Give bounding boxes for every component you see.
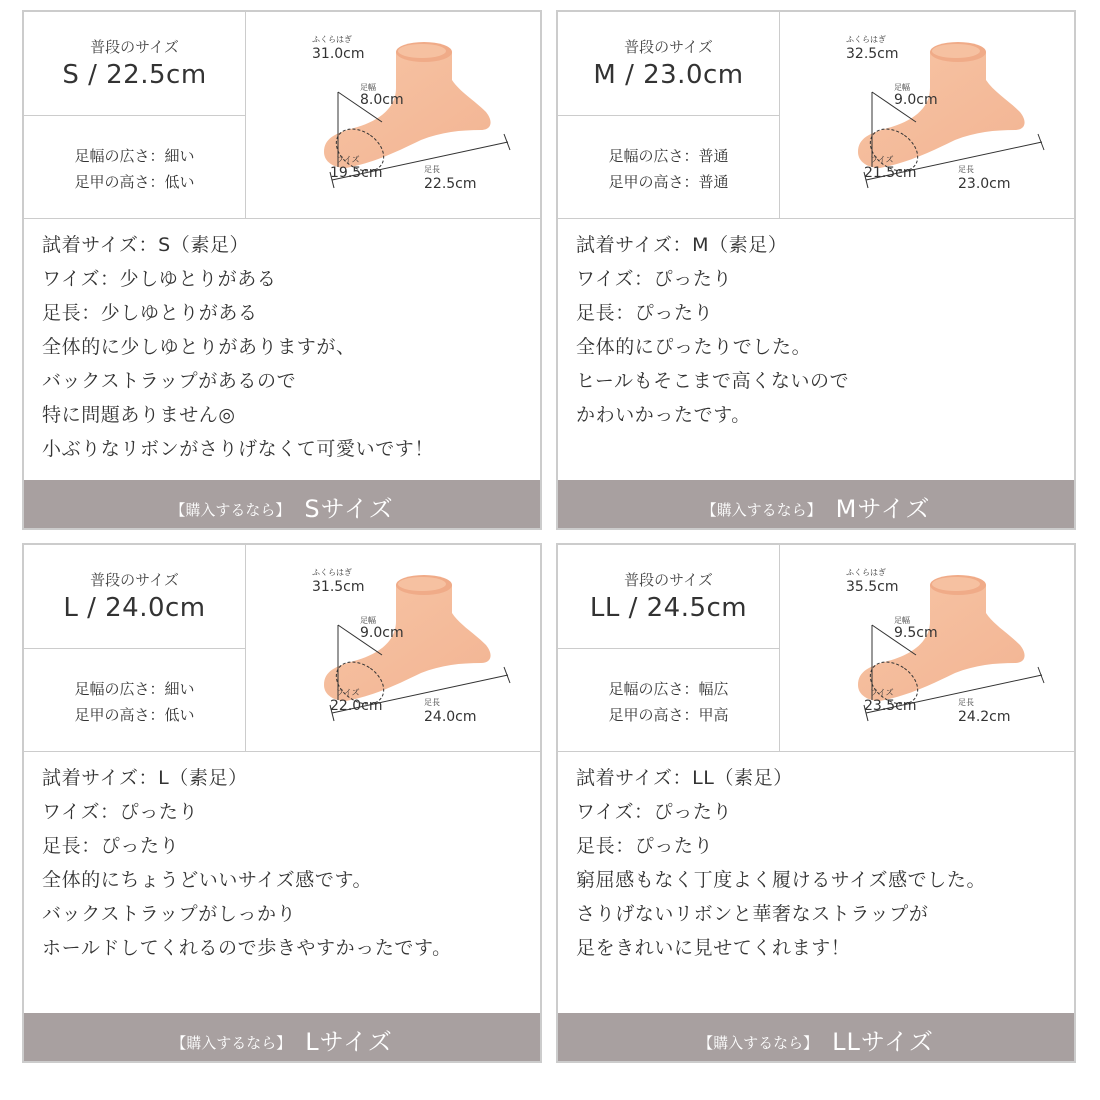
purchase-recommendation-banner: [558, 1013, 1074, 1061]
foot-measurement-diagram: [780, 545, 1074, 751]
review-line: 足をきれいに見せてくれます！: [576, 937, 851, 959]
foot-shape-info: [24, 648, 245, 751]
review-line: 特に問題ありません◎: [42, 404, 236, 426]
review-line: ヒールもそこまで高くないので: [576, 370, 850, 392]
length-label: 足長: [958, 165, 974, 174]
foot-measurement-diagram: [780, 12, 1074, 218]
instep-height-text: 足甲の高さ：低い: [74, 706, 195, 724]
size-review-card: [22, 543, 542, 1063]
foot-diagram-icon: [246, 545, 540, 751]
review-line: 全体的に少しゆとりがありますが、: [42, 336, 356, 358]
foot-measurement-diagram: [246, 12, 540, 218]
calf-value: 35.5cm: [846, 579, 899, 595]
recommended-size: LLサイズ: [832, 1028, 934, 1056]
purchase-recommendation-banner: [24, 480, 540, 528]
review-line: かわいかったです。: [576, 404, 751, 426]
usual-size-box: [24, 545, 245, 649]
review-line: 試着サイズ：M（素足）: [576, 234, 788, 256]
size-review-card: [556, 10, 1076, 530]
review-line: 窮屈感もなく丁度よく履けるサイズ感でした。: [576, 869, 987, 891]
length-value: 24.2cm: [958, 709, 1011, 725]
review-line: ワイズ：ぴったり: [42, 801, 199, 823]
review-line: バックストラップがしっかり: [42, 903, 297, 925]
foot-shape-info: [24, 115, 245, 218]
usual-size-value: S / 22.5cm: [62, 60, 207, 90]
width-value: 21.5cm: [864, 165, 917, 181]
review-line: 試着サイズ：L（素足）: [42, 767, 248, 789]
length-value: 22.5cm: [424, 176, 477, 192]
size-summary: [558, 545, 1074, 752]
review-line: ワイズ：ぴったり: [576, 801, 733, 823]
size-column: [558, 545, 780, 751]
foot-width-text: 足幅の広さ：細い: [74, 147, 195, 165]
purchase-label: 【購入するなら】: [698, 1034, 819, 1052]
purchase-label: 【購入するなら】: [170, 501, 291, 519]
recommended-size: Sサイズ: [304, 495, 394, 523]
review-line: 小ぶりなリボンがさりげなくて可愛いです！: [42, 438, 435, 460]
fitting-review: [576, 761, 1066, 965]
fitting-review: [42, 228, 532, 466]
instep-height-text: 足甲の高さ：低い: [74, 173, 195, 191]
instep-label: 足幅: [894, 616, 910, 625]
review-line: バックストラップがあるので: [42, 370, 297, 392]
instep-value: 9.0cm: [894, 92, 938, 108]
review-line: 試着サイズ：S（素足）: [42, 234, 250, 256]
foot-width-text: 足幅の広さ：普通: [608, 147, 729, 165]
usual-size-label: 普段のサイズ: [90, 571, 179, 589]
calf-label: ふくらはぎ: [846, 35, 886, 44]
size-column: [24, 545, 246, 751]
foot-diagram-icon: [780, 12, 1074, 218]
fitting-review: [576, 228, 1066, 432]
size-column: [24, 12, 246, 218]
length-value: 24.0cm: [424, 709, 477, 725]
calf-label: ふくらはぎ: [312, 568, 352, 577]
review-line: ワイズ：ぴったり: [576, 268, 733, 290]
purchase-label: 【購入するなら】: [701, 501, 822, 519]
calf-value: 31.5cm: [312, 579, 365, 595]
width-value: 23.5cm: [864, 698, 917, 714]
foot-shape-info: [558, 115, 779, 218]
width-label: ワイズ: [336, 155, 360, 164]
foot-measurement-diagram: [246, 545, 540, 751]
instep-label: 足幅: [894, 83, 910, 92]
instep-label: 足幅: [360, 616, 376, 625]
fitting-review: [42, 761, 532, 965]
width-label: ワイズ: [336, 688, 360, 697]
calf-value: 31.0cm: [312, 46, 365, 62]
foot-shape-info: [558, 648, 779, 751]
review-line: 足長：ぴったり: [576, 835, 714, 857]
width-value: 22.0cm: [330, 698, 383, 714]
recommended-size: Mサイズ: [835, 495, 931, 523]
size-summary: [24, 545, 540, 752]
usual-size-box: [558, 545, 779, 649]
foot-width-text: 足幅の広さ：幅広: [608, 680, 729, 698]
size-column: [558, 12, 780, 218]
review-line: 足長：ぴったり: [42, 835, 180, 857]
length-value: 23.0cm: [958, 176, 1011, 192]
calf-value: 32.5cm: [846, 46, 899, 62]
foot-diagram-icon: [780, 545, 1074, 751]
length-label: 足長: [424, 165, 440, 174]
instep-value: 8.0cm: [360, 92, 404, 108]
usual-size-value: LL / 24.5cm: [589, 593, 748, 623]
purchase-label: 【購入するなら】: [171, 1034, 292, 1052]
foot-diagram-icon: [246, 12, 540, 218]
size-summary: [558, 12, 1074, 219]
usual-size-value: M / 23.0cm: [593, 60, 744, 90]
usual-size-label: 普段のサイズ: [624, 38, 713, 56]
review-line: 足長：ぴったり: [576, 302, 714, 324]
usual-size-label: 普段のサイズ: [90, 38, 179, 56]
instep-height-text: 足甲の高さ：普通: [608, 173, 729, 191]
review-line: 試着サイズ：LL（素足）: [576, 767, 793, 789]
usual-size-value: L / 24.0cm: [63, 593, 206, 623]
purchase-recommendation-banner: [558, 480, 1074, 528]
review-line: 全体的にぴったりでした。: [576, 336, 812, 358]
width-value: 19.5cm: [330, 165, 383, 181]
instep-label: 足幅: [360, 83, 376, 92]
usual-size-label: 普段のサイズ: [624, 571, 713, 589]
size-review-card: [556, 543, 1076, 1063]
review-line: 全体的にちょうどいいサイズ感です。: [42, 869, 373, 891]
instep-value: 9.0cm: [360, 625, 404, 641]
width-label: ワイズ: [870, 155, 894, 164]
review-line: ホールドしてくれるので歩きやすかったです。: [42, 937, 452, 959]
size-summary: [24, 12, 540, 219]
instep-height-text: 足甲の高さ：甲高: [608, 706, 729, 724]
width-label: ワイズ: [870, 688, 894, 697]
foot-width-text: 足幅の広さ：細い: [74, 680, 195, 698]
recommended-size: Lサイズ: [305, 1028, 393, 1056]
size-review-card: [22, 10, 542, 530]
length-label: 足長: [424, 698, 440, 707]
instep-value: 9.5cm: [894, 625, 938, 641]
usual-size-box: [558, 12, 779, 116]
calf-label: ふくらはぎ: [846, 568, 886, 577]
usual-size-box: [24, 12, 245, 116]
calf-label: ふくらはぎ: [312, 35, 352, 44]
review-line: 足長：少しゆとりがある: [42, 302, 258, 324]
review-line: さりげないリボンと華奢なストラップが: [576, 903, 929, 925]
length-label: 足長: [958, 698, 974, 707]
review-line: ワイズ：少しゆとりがある: [42, 268, 277, 290]
purchase-recommendation-banner: [24, 1013, 540, 1061]
